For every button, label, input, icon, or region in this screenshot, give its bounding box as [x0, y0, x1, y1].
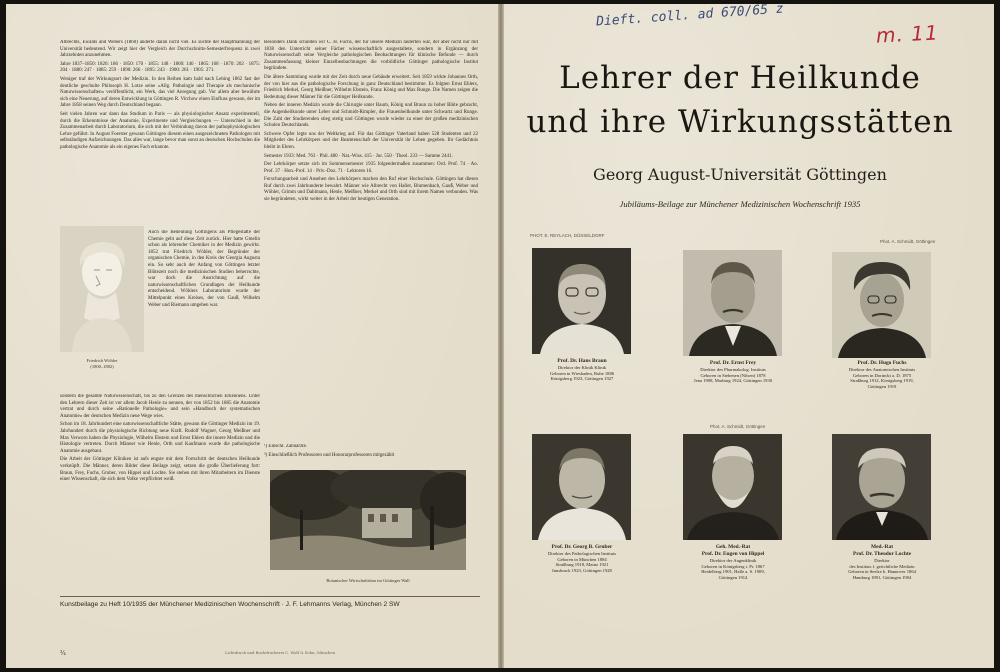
garden-caption: Botanischer Wirtschaftsbau im Göttinger Wall: [326, 578, 410, 583]
portrait-name: Prof. Dr. Theodor Lochte: [852, 551, 912, 557]
portrait-caption: [822, 544, 942, 580]
paragraph: Forschungsarbeit und Ansehen des Lehrkörpers machen den Ruf einer Hochschule. Göttingen hat diesen Ruf durch zwei Jahrhunderte bewahrt. Männer wie Albrecht von Haller, Blumenbach, Gauß, Weber und Wöhler, Grimm und Dahlmann, Henle, Meißner, Merkel und Orth sind mit ihrem Namen verbunden. Was sie begründeten, wirkt weiter in der Arbeit der heutigen Generation.: [264, 177, 478, 203]
paragraph: Besonders Dank schulden wir C. H. Fuchs, der für unsere Medizin lauterten war, der aber nicht nur mit 1838 den Unterricht seiner Fächer wissenschaftlich ausgestaltete, sondern in Ergänzung der Naturwissenschaft seine Vergleiche pathologischen Beobachtungen für klinische Befunde — durch Zusammenfassung kleiner Einzelbeobachtungen die vorbildliche Göttinger pathologische Institut begründete.: [264, 40, 478, 72]
caption-line: Hamburg 1891, Göttingen 1904: [852, 574, 912, 580]
portrait-caption: [822, 360, 942, 389]
portrait-caption: [522, 544, 642, 573]
bust-caption: [60, 358, 144, 369]
portrait-illustration: [832, 252, 931, 358]
caption-name: Friedrich Wöhler: [86, 358, 118, 363]
page-number: ¾: [60, 650, 66, 657]
paragraph: Die Arbeit der Göttinger Kliniken ist aufs engste mit dem Fortschritt der deutschen Heilkunde verknüpft. Die Männer, deren Bilder diese Beilage zeigt, setzen die große Überlieferung fort: Braun, Frey, Fuchs, Gruber, von Hippel und Lochte. Sie stehen mit ihren Mitarbeitern im Dienste einer Wissenschaft, die sich dem Volke verpflichtet weiß.: [60, 457, 260, 483]
photo-credit: Phot. A. Schmidt, Göttingen: [710, 424, 766, 429]
caption-line: Direktor des Pathologischen Instituts: [547, 551, 616, 556]
paragraph: Neben der inneren Medizin wurde die Chirurgie unter Baum, König und Braun zu hoher Blüte gebracht, die Augenheilkunde unter Leber und Schmidt-Rimpler, die Frauenheilkunde unter Schwartz und Runge. Die Zahl der Studierenden stieg stetig und Göttingen wurde wieder zu einer der großen medizinischen Schulen Deutschlands.: [264, 103, 478, 129]
portrait-photo: [832, 434, 931, 540]
footer-rule: [60, 596, 480, 597]
caption-line: Jena 1908, Marburg 1924, Göttingen 1930: [693, 378, 773, 384]
portrait-illustration: [532, 434, 631, 540]
text-column-narrow: [148, 230, 260, 392]
bust-photo: [60, 226, 144, 352]
caption-line: Geboren in Seelze b. Hannover 1864: [848, 569, 916, 575]
page-title-line-2: und ihre Wirkungsstätten: [526, 104, 954, 140]
caption-line: Direktor der Augenklinik: [709, 558, 757, 563]
portrait-name: Prof. Dr. Eugen von Hippel: [701, 551, 765, 557]
paragraph: sondern die gesamte Naturwissenschaft, bis zu den Grenzen des menschlichen Erkennens. Unter den Lehrern dieser Zeit ist vor allem Jacob Henle zu nennen, der von 1852 bis 1885 die Anatomie vertrat und durch seine »Rationelle Pathologie« und sein »Handbuch der systematischen Anatomie« der deutschen Medizin neue Wege wies.: [60, 394, 260, 419]
caption-line: Geboren in Dorinckt a. D. 1875: [852, 372, 912, 378]
page-title-line-1: Lehrer der Heilkunde: [559, 60, 921, 96]
text-column-right: [264, 40, 478, 440]
portrait-title: Med.-Rat: [870, 544, 893, 550]
caption-line: Geboren in Wiesbaden, Ruhe 1886: [549, 370, 615, 376]
paragraph: Auch die Bedeutung Göttingens als Pflegestätte der Chemie geht auf diese Zeit zurück. Hier hatte Gmelin schon als lehrender Chemiker in der Medizin gewirkt. 1852 trat Friedrich Wöhler, der Begründer der organischen Chemie, in den Kreis der Georgia Augusta ein. So sehr auch der Anfang von Göttingen letzter Blütezeit noch die medizinischen Studien beherrschte, war doch die Ausrichtung auf die naturwissenschaftlichen Grundlagen der Heilkunde entscheidend. Wöhlers Laboratorium wurde der Mittelpunkt eines Kreises, der von Gauß, Wilhelm Weber und Riemann umgeben war.: [148, 230, 260, 308]
portrait-name: Prof. Dr. Hans Braun: [557, 358, 607, 364]
portrait-photo: [532, 248, 631, 354]
portrait-photo: [832, 252, 931, 358]
portrait-caption: [673, 544, 793, 580]
caption-line: Heidelberg 1901, Halle a. S. 1909,: [701, 569, 765, 575]
caption-line: Direktor des Anatomischen Instituts: [848, 367, 916, 372]
caption-line: Straßburg 1918, Mainz 1921: [555, 562, 609, 568]
footnote: ¹) Einschl. Zahnärzte.: [264, 444, 308, 449]
paragraph: Seit vielen Jahren war dann das Studium in Paris — als physiologischer Ansatz experimentell, durch die Erkenntnisse der Anatomie, Experimente und Vergleichungen — Unterschied in der Zusammenarbeit durch Laboratorium, die sich mit der Verbindung davon der pathophysiologischen Lehre geführt. In August Foerster gewann Göttingen diesem einen ausgezeichneten Pathologen mit selbständigen Aufzeichnungen. Das alles war, lange bevor man sonst an deutschen Hochschulen die pathologische Anatomie als ein eigenes Fach erkannte.: [60, 111, 260, 150]
caption-line: des Instituts f. gerichtliche Medizin: [849, 563, 915, 569]
jubilee-line: Jubiläums-Beilage zur Münchener Medizinischen Wochenschrift 1935: [619, 199, 861, 209]
portrait-name: Prof. Dr. Ernst Frey: [709, 360, 757, 366]
subtitle: Georg August-Universität Göttingen: [593, 165, 887, 184]
text-column-bottom: [60, 394, 260, 574]
statistics-line: Der Lehrkörper setzte sich im Sommersemester 1935 folgendermaßen zusammen: Ord. Prof. 74 · Ao. Prof. 37 · Hon.-Prof. 14 · Priv.-Doz. 71 · Lektoren 16.: [264, 162, 478, 174]
portrait-caption: [522, 358, 642, 382]
photo-credit: Phot. A. Schmidt, Göttingen: [880, 239, 936, 244]
caption-line: Geboren in München 1884: [557, 556, 607, 562]
printer-imprint: Lichtdruck und Buchdruckerei C. Wolf & Sohn, München: [224, 650, 336, 655]
caption-line: Königsberg 1923, Göttingen 1927: [550, 376, 614, 382]
paragraph: Jahre 1837–1850: 1826: 186 · 1850: 170 · 1855: 148 · 1860: 146 · 1865: 168 · 1870: 202 · 1875: 204 · 1880: 247 · 1885: 259 · 1890: 266 · 1895: 243 · 1900: 261 · 1905: 271.: [60, 61, 260, 74]
caption-line: Direktor: [874, 558, 890, 563]
caption-line: Göttingen 1919: [867, 383, 897, 389]
caption-line: Direktor der Klinik Klinik: [557, 365, 607, 370]
statistics-line: Semester 1933: Med. 763 · Phil. 480 · Nat.-Wiss. 415 · Jur. 550 · Theol. 233 — Summe 2441.: [264, 153, 453, 159]
portrait-illustration: [683, 250, 782, 356]
caption-years: (1800–1882): [90, 363, 114, 369]
center-fold: [498, 4, 504, 668]
portrait-photo: [683, 434, 782, 540]
portrait-caption: [673, 360, 793, 384]
portrait-photo: [683, 250, 782, 356]
paragraph: Die ältere Sammlung wurde mit der Zeit durch neue Gebäude erweitert. Seit 1859 wirkte Johannes Orth, der von hier aus die pathologische Forschung in ganz Deutschland bestimmte. Es folgten Ernst Ehlers, Friedrich Merkel, Georg Meißner, Wilhelm Ebstein, Franz König und Max Runge. Die Namen zeigen die Bedeutung dieser Männer für die Göttinger Heilkunde.: [264, 74, 478, 100]
portrait-title: Geh. Med.-Rat: [715, 544, 751, 550]
garden-illustration: [270, 470, 466, 570]
text-column-left: [60, 40, 260, 228]
portrait-photo: [532, 434, 631, 540]
garden-photo: [270, 470, 466, 570]
caption-line: Geboren in Siebenen (Nilsen) 1878: [700, 372, 766, 378]
bust-illustration: [60, 226, 144, 352]
portrait-illustration: [532, 248, 631, 354]
paragraph: Weniger traf der Wirkungsort der Medizin. In den Reihen kam bald nach Lebing 1862 fast der deutliche geschulte Philosoph H. Lotze seine »Allg. Pathologie und Therapie als mechanische Naturwissenschaften« veröffentlicht, ein Werk, das viel Anregung gab. Vor allem aber bewährte sich eine Neuerung, auf deren Entwicklung in Göttingen R. Virchow einen Einfluss gewann, der im Jahre 1858 seinen Weg durch Deutschland begann.: [60, 76, 260, 109]
portrait-name: Prof. Dr. Hugo Fuchs: [857, 360, 907, 366]
paragraph: Schon im 18. Jahrhundert eine naturwissenschaftliche Stätte, gewann die Göttinger Medizin im 19. Jahrhundert durch die physiologische Richtung neue Kraft. Rudolf Wagner, Georg Meißner und Max Verworn haben die Physiologie, Wilhelm Ebstein und Ernst Ehlers die innere Medizin und die Histologie vertreten. Durch Männer wie Henle, Orth und Kaufmann wurde die pathologische Anatomie ausgebaut.: [60, 422, 260, 454]
archive-handwritten-note: Dieft. coll. ad 670/65 z: [595, 1, 785, 30]
caption-line: Direktor des Pharmakolog. Instituts: [700, 367, 766, 372]
footnote: ²) Einschließlich Professoren und Honorarprofessoren mitgezählt: [264, 452, 395, 458]
paragraph: Albrechts, Ewalds and Webers (1860) änderte daran nicht viel. Es suchte der Hauptmahnung der Universität bedeutend. Wir zeigt hier der Vergleich der Durchschnitts-Semesterfrequenz in zwei Jahrzehnten anzunehmen.: [60, 40, 260, 59]
caption-line: Geboren in Königsberg i. Pr. 1867: [701, 563, 765, 569]
footer-line: Kunstbeilage zu Heft 10/1935 der Münchener Medizinischen Wochenschrift · J. F. Lehmanns Verlag, München 2 SW: [60, 601, 400, 608]
portrait-illustration: [683, 434, 782, 540]
caption-line: Innsbruck 1923, Göttingen 1928: [552, 567, 612, 573]
archive-reference-mark: m. 11: [875, 20, 940, 48]
portrait-illustration: [832, 434, 931, 540]
portrait-name: Prof. Dr. Georg B. Gruber: [551, 544, 613, 550]
paragraph: Schwere Opfer legte uns der Weltkrieg auf. Für das Göttinger Vaterland haben 528 Studenten und 22 Mitglieder des Lehrkörpers und der Beamtenschaft der Universität ihr Leben gegeben. Ihr Gedächtnis bleibt in Ehren.: [264, 131, 478, 150]
photo-credit: PHOT. E. REYLACH, DÜSSELDORF: [530, 233, 605, 238]
caption-line: Straßburg 1912, Königsberg 1919,: [850, 378, 914, 384]
footnotes: [264, 444, 478, 466]
caption-line: Göttingen 1914: [718, 574, 748, 580]
